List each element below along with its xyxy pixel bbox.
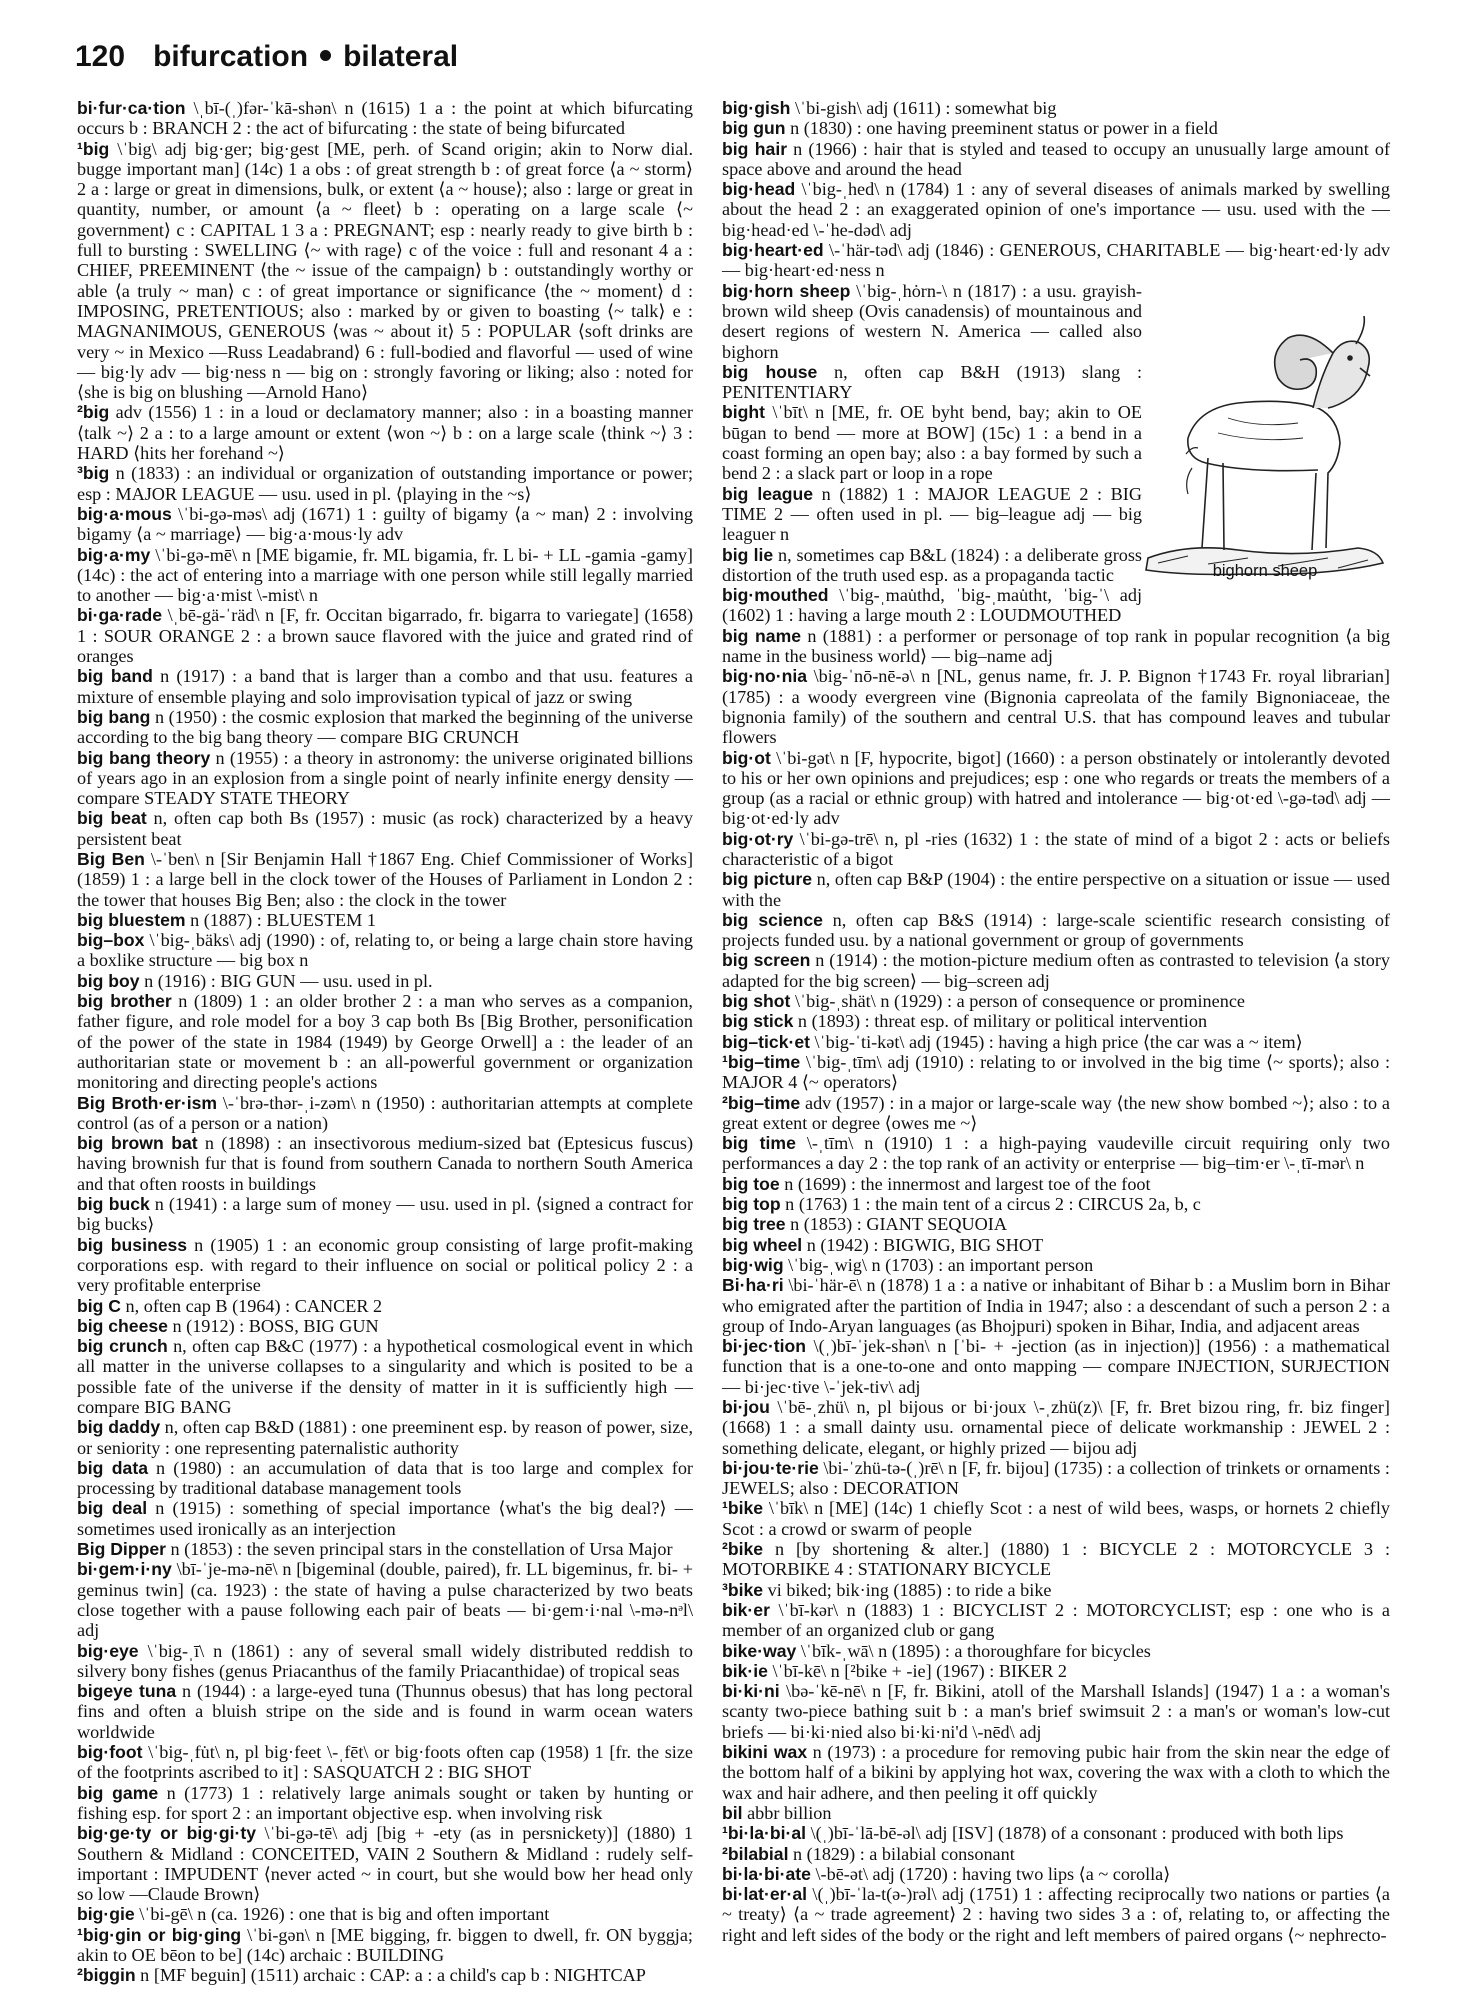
- dictionary-entry: [722, 1681, 1390, 1742]
- dictionary-entry: [722, 1884, 1390, 1945]
- dictionary-entry: [77, 1498, 693, 1539]
- entry-definition: n (1898) : an insectivorous medium-sized bat (Eptesicus fuscus) having brownish fur that is found from southern Canada to northern South America and that often roosts in buildings: [77, 1133, 693, 1194]
- entry-definition: \ˈbī-kər\ n (1883) 1 : BICYCLIST 2 : MOTORCYCLIST; esp : one who is a member of an organized club or gang: [722, 1599, 1390, 1641]
- dictionary-entry: [77, 748, 693, 809]
- entry-headword: bik·er: [722, 1599, 770, 1620]
- entry-headword: big boy: [77, 970, 140, 991]
- entry-headword: ³big: [77, 463, 110, 484]
- figure-caption: bighorn sheep: [1212, 562, 1318, 580]
- entry-definition: n, often cap both Bs (1957) : music (as rock) characterized by a heavy persistent beat: [77, 808, 693, 849]
- entry-headword: big bang: [77, 706, 151, 727]
- dictionary-entry: [722, 1864, 1390, 1884]
- entry-headword: big business: [77, 1234, 188, 1255]
- entry-definition: \bi-ˈzhü-tə-(ˌ)rē\ n [F, fr. bijou] (1735) : a collection of trinkets or ornaments : JEWELS; also : DECORATION: [722, 1457, 1390, 1499]
- entry-headword: big·ot·ry: [722, 828, 794, 849]
- entry-headword: ²bilabial: [722, 1843, 789, 1864]
- dictionary-entry: [722, 1641, 1390, 1661]
- entry-headword: big bluestem: [77, 909, 186, 930]
- entry-headword: big brother: [77, 991, 172, 1012]
- dictionary-entry: [77, 1823, 693, 1904]
- entry-headword: big lie: [722, 544, 774, 565]
- entry-definition: \ˈbīt\ n [ME, fr. OE byht bend, bay; akin to OE būgan to bend — more at BOW] (15c) 1 : a bend in a coast forming an open bay; also : a bay formed by such a bend 2 : a slack part or loop in a rope: [722, 402, 1142, 484]
- dictionary-entry: [722, 829, 1390, 870]
- dictionary-entry: [722, 1580, 1390, 1600]
- entry-definition: n (1809) 1 : an older brother 2 : a man who serves as a companion, father figure, and role model for a boy 3 cap both Bs [Big Brother, personification of the power of the state in 1984 (1949) by George Orwell] a : the leader of an authoritarian state or movement b : an all-powerful government or organization monitoring and directing people's actions: [77, 991, 693, 1093]
- dictionary-entry: [77, 930, 693, 971]
- entry-definition: n (1912) : BOSS, BIG GUN: [167, 1315, 379, 1336]
- entry-definition: n (1773) 1 : relatively large animals sought or taken by hunting or fishing esp. for sport 2 : an important objective esp. when involving risk: [77, 1782, 693, 1823]
- dictionary-entry: [722, 402, 1142, 483]
- entry-definition: \bī-ˈje-mə-nē\ n [bigeminal (double, paired), fr. LL bigeminus, fr. bi- + geminus twin] (ca. 1923) : the state of having a pulse characterized by two beats close together with a pause following each pair of beats — bi·gem·i·nal \-mə-nᵊl\ adj: [77, 1559, 693, 1641]
- dictionary-entry: [722, 1032, 1390, 1052]
- dictionary-entry: [722, 1133, 1390, 1174]
- dictionary-entry: [77, 1093, 693, 1134]
- dictionary-entry: [77, 504, 693, 545]
- entry-headword: big crunch: [77, 1336, 168, 1357]
- dictionary-entry: [722, 748, 1390, 829]
- dictionary-entry: [722, 1275, 1390, 1336]
- entry-headword: big toe: [722, 1173, 780, 1194]
- entry-definition: \ˈbig-ˌī\ n (1861) : any of several small widely distributed reddish to silvery bony fishes (genus Priacanthus of the family Priacanthidae) of tropical seas: [77, 1640, 693, 1681]
- entry-headword: big screen: [722, 950, 811, 971]
- entry-headword: bi·gem·i·ny: [77, 1559, 172, 1580]
- entry-headword: ²bike: [722, 1539, 764, 1560]
- dictionary-entry: [722, 1498, 1390, 1539]
- entry-headword: big picture: [722, 869, 813, 890]
- entry-headword: big data: [77, 1457, 148, 1478]
- dictionary-entry: [722, 1052, 1390, 1093]
- dictionary-entry: [722, 139, 1390, 180]
- entry-definition: \ˌbē-gä-ˈräd\ n [F, fr. Occitan bigarrado, fr. bigarra to variegate] (1658) 1 : SOUR ORANGE 2 : a brown sauce flavored with the juice and grated rind of oranges: [77, 605, 693, 667]
- entry-headword: big cheese: [77, 1315, 168, 1336]
- dictionary-entry: [722, 1194, 1390, 1214]
- entry-definition: n (1763) 1 : the main tent of a circus 2 : CIRCUS 2a, b, c: [780, 1194, 1201, 1215]
- dictionary-entry: [722, 1174, 1390, 1194]
- dictionary-entry: [722, 1803, 1390, 1823]
- entry-definition: n (1916) : BIG GUN — usu. used in pl.: [139, 970, 433, 991]
- dictionary-entry: [722, 1255, 1390, 1275]
- entry-definition: \ˈbi-gə-tē\ adj [big + -ety (as in persnickety)] (1880) 1 Southern & Midland : CONCEITED, VAIN 2 Southern & Midland : rudely self-important : IMPUDENT ⟨never acted ~ in court, but she would bow her head only so low —Claude Brown⟩: [77, 1823, 693, 1905]
- page-number: 120: [75, 40, 126, 73]
- entry-definition: \-ˌtīm\ n (1910) 1 : a high-paying vaudeville circuit requiring only two performances a day 2 : the top rank of an activity or enterprise — big–tim·er \-ˌtī-mər\ n: [722, 1133, 1390, 1174]
- entry-headword: big·ge·ty or big·gi·ty: [77, 1823, 256, 1844]
- entry-definition: \big-ˈnō-nē-ə\ n [NL, genus name, fr. J. P. Bignon †1743 Fr. royal librarian] (1785) : a woody evergreen vine (Bignonia capreolata of the family Bignoniaceae, the bignonia family) of the southern and central U.S. that has compound leaves and tubular flowers: [722, 666, 1390, 748]
- entry-headword: big·eye: [77, 1640, 139, 1661]
- bighorn-sheep-illustration: [1128, 258, 1388, 588]
- dictionary-entry: [77, 463, 693, 504]
- dictionary-entry: [77, 1539, 693, 1559]
- entry-definition: \ˈbi-gə-mē\ n [ME bigamie, fr. ML bigamia, fr. L bi- + LL -gamia -gamy] (14c) : the act of entering into a marriage with one person while still legally married to another — big·a·mist \-mist\ n: [77, 544, 693, 606]
- dictionary-entry: [77, 1336, 693, 1417]
- entry-headword: ¹bike: [722, 1498, 764, 1519]
- entry-headword: big time: [722, 1133, 796, 1154]
- entry-definition: n (1887) : BLUESTEM 1: [185, 909, 376, 930]
- entry-headword: big·foot: [77, 1742, 143, 1763]
- dictionary-entry: [722, 484, 1142, 545]
- entry-headword: ¹big·gin or big·ging: [77, 1924, 242, 1945]
- dictionary-entry: [77, 1235, 693, 1296]
- entry-definition: n (1853) : the seven principal stars in the constellation of Ursa Major: [165, 1539, 673, 1560]
- entry-headword: big brown bat: [77, 1133, 198, 1154]
- entry-headword: big·horn sheep: [722, 280, 851, 301]
- entry-headword: ³bike: [722, 1579, 764, 1600]
- entry-definition: n (1914) : the motion-picture medium often as contrasted to television ⟨a story adapted for the big screen⟩ — big–screen adj: [722, 950, 1390, 991]
- entry-definition: n (1917) : a band that is larger than a combo and that usu. features a mixture of ensemble playing and solo improvisation typical of jazz or swing: [77, 666, 693, 707]
- dictionary-entry: [77, 1559, 693, 1640]
- entry-headword: ¹big: [77, 138, 110, 159]
- entry-definition: n (1942) : BIGWIG, BIG SHOT: [802, 1234, 1044, 1255]
- dictionary-entry: [77, 1296, 693, 1316]
- entry-definition: \ˈbig-ˌbäks\ adj (1990) : of, relating to, or being a large chain store having a boxlike structure — big box n: [77, 930, 693, 971]
- dictionary-entry: [77, 849, 693, 910]
- entry-definition: \ˈbi-gish\ adj (1611) : somewhat big: [790, 98, 1057, 118]
- entry-definition: n, often cap B&P (1904) : the entire perspective on a situation or issue — used with the: [722, 869, 1390, 910]
- entry-headword: big·heart·ed: [722, 240, 824, 261]
- entry-definition: \ˈbig-ˈti-kət\ adj (1945) : having a high price ⟨the car was a ~ item⟩: [810, 1031, 1303, 1052]
- dictionary-entry: [77, 1783, 693, 1824]
- entry-headword: Big Broth·er·ism: [77, 1092, 218, 1113]
- dictionary-entry: [77, 1965, 693, 1985]
- entry-definition: n (1980) : an accumulation of data that is too large and complex for processing by traditional database management tools: [77, 1457, 693, 1499]
- entry-definition: n (1955) : a theory in astronomy: the universe originated billions of years ago in an explosion from a single point of nearly infinite energy density — compare STEADY STATE THEORY: [77, 747, 693, 809]
- dictionary-entry: [722, 1093, 1390, 1134]
- entry-definition: n [by shortening & alter.] (1880) 1 : BICYCLE 2 : MOTORCYCLE 3 : MOTORBIKE 4 : STATIONARY BICYCLE: [722, 1539, 1390, 1580]
- entry-definition: \ˈbī-kē\ n [²bike + -ie] (1967) : BIKER 2: [767, 1660, 1068, 1681]
- entry-definition: n, sometimes cap B&L (1824) : a deliberate gross distortion of the truth used esp. as a propaganda tactic: [722, 544, 1142, 585]
- dictionary-entry: [722, 950, 1390, 991]
- entry-headword: big bang theory: [77, 747, 211, 768]
- dictionary-entry: [722, 1661, 1390, 1681]
- dictionary-entry: [77, 1925, 693, 1966]
- entry-definition: \-bē-ət\ adj (1720) : having two lips ⟨a ~ corolla⟩: [810, 1863, 1171, 1884]
- dictionary-entry: [722, 179, 1390, 240]
- entry-definition: \-ˈben\ n [Sir Benjamin Hall †1867 Eng. Chief Commissioner of Works] (1859) 1 : a large bell in the clock tower of the Houses of Parliament in London 2 : the tower that houses Big Ben; also : the clock in the tower: [77, 848, 693, 910]
- dictionary-entry: [722, 1823, 1390, 1843]
- entry-definition: n (1950) : the cosmic explosion that marked the beginning of the universe according to the big bang theory — compare BIG CRUNCH: [77, 706, 693, 748]
- entry-headword: big daddy: [77, 1417, 161, 1438]
- entry-definition: \ˈbig\ adj big·ger; big·gest [ME, perh. of Scand origin; akin to Norw dial. bugge important man] (14c) 1 a obs : of great strength b : of great force ⟨a ~ storm⟩ 2 a : large or great in dimensions, bulk, or extent ⟨a ~ house⟩; also : large or great in quantity, number, or amount ⟨a ~ fleet⟩ b : operating on a large scale ⟨~ government⟩ c : CAPITAL 1 3 a : PREGNANT; esp : nearly ready to give birth b : full to bursting : SWELLING ⟨~ with rage⟩ c of the voice : full and resonant 4 a : CHIEF, PREEMINENT ⟨the ~ issue of the campaign⟩ b : outstandingly worthy or able ⟨a truly ~ man⟩ c : of great importance or significance ⟨the ~ moment⟩ d : IMPOSING, PRETENTIOUS; also : marked by or given to boasting ⟨~ talk⟩ e : MAGNANIMOUS, GENEROUS ⟨was ~ about it⟩ 5 : POPULAR ⟨soft drinks are very ~ in Mexico —Russ Leadabrand⟩ 6 : full-bodied and flavorful — used of wine — big·ly adv — big·ness n — big on : strongly favoring or liking; also : noted for ⟨she is big on blushing —Arnold Hano⟩: [77, 138, 693, 403]
- entry-definition: \ˈbi-gē\ n (ca. 1926) : one that is big and often important: [134, 1904, 550, 1925]
- dictionary-entry: [722, 1600, 1390, 1641]
- entry-headword: big name: [722, 625, 802, 646]
- entry-headword: big deal: [77, 1498, 148, 1519]
- dictionary-entry: [77, 1133, 693, 1194]
- entry-definition: n (1833) : an individual or organization of outstanding importance or power; esp : MAJOR LEAGUE — usu. used in pl. ⟨playing in the ~s⟩: [77, 463, 693, 504]
- entry-headword: big C: [77, 1295, 121, 1316]
- dictionary-entry: [77, 1194, 693, 1235]
- entry-headword: ¹big–time: [722, 1051, 801, 1072]
- entry-definition: n (1941) : a large sum of money — usu. used in pl. ⟨signed a contract for big bucks⟩: [77, 1194, 693, 1235]
- entry-definition: \ˈbig-ˌhed\ n (1784) 1 : any of several diseases of animals marked by swelling about the head 2 : an exaggerated opinion of one's importance — usu. used with the — big·head·ed \-ˈhe-dəd\ adj: [722, 179, 1390, 240]
- entry-definition: \(ˌ)bī-ˈjek-shən\ n [ˈbi- + -jection (as in injection)] (1956) : a mathematical function that is a one-to-one and onto mapping — compare INJECTION, SURJECTION — bi·jec·tive \-ˈjek-tiv\ adj: [722, 1336, 1390, 1397]
- entry-definition: n (1699) : the innermost and largest toe of the foot: [779, 1173, 1151, 1194]
- entry-definition: \ˈbē-ˌzhü\ n, pl bijous or bi·joux \-ˌzhü(z)\ [F, fr. Bret bizou ring, fr. biz finger] (1668) 1 : a small dainty usu. ornamental piece of delicate workmanship : JEWEL 2 : something delicate, elegant, or highly prized — bijou adj: [722, 1397, 1390, 1458]
- entry-headword: bi·jou: [722, 1397, 770, 1417]
- entry-definition: \bi-ˈhär-ē\ n (1878) 1 a : a native or inhabitant of Bihar b : a Muslim born in Bihar who emigrated after the partition of India in 1947; also : a descendant of such a person 2 : a group of Indo-Aryan languages (as Bhojpuri) spoken in Bihar, India, and adjacent areas: [722, 1275, 1390, 1336]
- dictionary-entry: [77, 1904, 693, 1924]
- dictionary-entry: [77, 666, 693, 707]
- dictionary-entry: [77, 1458, 693, 1499]
- entry-headword: big·mouthed: [722, 585, 829, 606]
- entry-definition: \-ˈbrə-thər-ˌi-zəm\ n (1950) : authoritarian attempts at complete control (as of a person or a nation): [77, 1092, 693, 1133]
- entry-headword: bi·jec·tion: [722, 1336, 807, 1357]
- entry-headword: bight: [722, 402, 765, 423]
- entry-headword: big stick: [722, 1011, 794, 1032]
- entry-headword: bi·la·bi·ate: [722, 1863, 811, 1884]
- dictionary-entry: [77, 1742, 693, 1783]
- entry-definition: n, often cap B&C (1977) : a hypothetical cosmological event in which all matter in the universe collapses to a singularity and which is posited to be a possible fate of the universe if the density of matter in it is sufficiently high — compare BIG BANG: [77, 1336, 693, 1417]
- entry-headword: bike·way: [722, 1640, 797, 1661]
- entry-headword: bigeye tuna: [77, 1681, 177, 1702]
- entry-definition: \ˈbig-ˌtīm\ adj (1910) : relating to or involved in the big time ⟨~ sports⟩; also : MAJOR 4 ⟨~ operators⟩: [722, 1051, 1390, 1093]
- guide-word-left: bifurcation: [153, 40, 309, 73]
- entry-headword: big hair: [722, 138, 788, 159]
- dictionary-entry: [722, 666, 1390, 747]
- dictionary-entry: [722, 1397, 1390, 1458]
- dictionary-entry: [722, 1539, 1390, 1580]
- dictionary-entry: [722, 98, 1390, 118]
- dictionary-entry: [77, 1641, 693, 1682]
- dictionary-entry: [77, 1417, 693, 1458]
- dictionary-entry: [77, 808, 693, 849]
- entry-headword: big·head: [722, 179, 796, 200]
- entry-headword: ²biggin: [77, 1965, 136, 1986]
- entry-definition: \(ˌ)bī-ˈlā-bē-əl\ adj [ISV] (1878) of a consonant : produced with both lips: [806, 1823, 1344, 1844]
- dictionary-entry: [77, 910, 693, 930]
- entry-definition: n (1973) : a procedure for removing pubic hair from the skin near the edge of the bottom half of a bikini by applying hot wax, covering the wax with a cloth to which the wax and hair adhere, and then peeling it off quickly: [722, 1742, 1390, 1803]
- entry-definition: n (1830) : one having preeminent status or power in a field: [785, 118, 1218, 139]
- dictionary-entry: [77, 971, 693, 991]
- entry-definition: n (1829) : a bilabial consonant: [788, 1843, 1015, 1864]
- dictionary-entry: [77, 707, 693, 748]
- entry-headword: big band: [77, 666, 153, 687]
- entry-definition: n, often cap B&H (1913) slang : PENITENTIARY: [722, 361, 1143, 403]
- dictionary-entry: [722, 1336, 1390, 1397]
- entry-definition: \ˈbi-gə-trē\ n, pl -ries (1632) 1 : the state of mind of a bigot 2 : acts or beliefs characteristic of a bigot: [722, 828, 1390, 869]
- entry-definition: n (1853) : GIANT SEQUOIA: [785, 1214, 1007, 1235]
- entry-definition: vi biked; bik·ing (1885) : to ride a bike: [763, 1579, 1052, 1600]
- entry-definition: n (1944) : a large-eyed tuna (Thunnus obesus) that has long pectoral fins and often a bluish stripe on the side and is found in warm ocean waters worldwide: [77, 1681, 693, 1742]
- dictionary-entry: [722, 1214, 1390, 1234]
- dictionary-entry: [722, 1235, 1390, 1255]
- dictionary-entry: [722, 1844, 1390, 1864]
- left-column: [77, 98, 693, 1986]
- entry-definition: \ˈbig-ˌfu̇t\ n, pl big·feet \-ˌfēt\ or big·foots often cap (1958) 1 [fr. the size of the footprints ascribed to it] : SASQUATCH 2 : BIG SHOT: [77, 1742, 693, 1783]
- entry-definition: \ˈbi-gən\ n [ME bigging, fr. biggen to dwell, fr. ON byggja; akin to OE bēon to be] (14c) archaic : BUILDING: [77, 1924, 693, 1966]
- guide-word-right: bilateral: [343, 40, 459, 73]
- entry-headword: big house: [722, 361, 818, 382]
- dictionary-entry: [722, 1458, 1390, 1499]
- entry-headword: big·a·my: [77, 544, 151, 565]
- entry-definition: n, often cap B&D (1881) : one preeminent esp. by reason of power, size, or seniority : one representing paternalistic authority: [77, 1417, 693, 1458]
- entry-definition: \ˈbig-ˌhȯrn-\ n (1817) : a usu. grayish-brown wild sheep (Ovis canadensis) of mountainous and desert regions of western N. America — called also bighorn: [722, 280, 1142, 362]
- entry-definition: abbr billion: [742, 1802, 832, 1823]
- entry-headword: bi·ga·rade: [77, 605, 163, 626]
- dictionary-entry: [77, 139, 693, 403]
- entry-definition: n (1893) : threat esp. of military or political intervention: [793, 1011, 1208, 1032]
- dictionary-entry: [77, 605, 693, 666]
- entry-headword: big game: [77, 1782, 159, 1803]
- bullet-separator: [320, 50, 331, 61]
- entry-headword: bi·jou·te·rie: [722, 1457, 819, 1478]
- dictionary-entry: [722, 545, 1142, 586]
- entry-definition: \ˈbig-ˌwig\ n (1703) : an important person: [783, 1254, 1094, 1275]
- dictionary-entry: [722, 869, 1390, 910]
- entry-definition: \ˈbig-ˌmau̇thd, ˈbig-ˌmau̇tht, ˈbig-ˈ\ adj (1602) 1 : having a large mouth 2 : LOUDMOUTHED: [722, 585, 1142, 626]
- entry-definition: n (1882) 1 : MAJOR LEAGUE 2 : BIG TIME 2 — often used in pl. — big–league adj — big leaguer n: [722, 483, 1142, 545]
- entry-definition: \ˈbig-ˌshät\ n (1929) : a person of consequence or prominence: [790, 991, 1245, 1012]
- entry-headword: big–box: [77, 930, 145, 951]
- entry-definition: n [MF beguin] (1511) archaic : CAP: a : a child's cap b : NIGHTCAP: [135, 1965, 646, 1986]
- entry-headword: Bi·ha·ri: [722, 1275, 784, 1296]
- entry-definition: n (1905) 1 : an economic group consisting of large profit-making corporations esp. with regard to their influence on social or political policy 2 : a very profitable enterprise: [77, 1234, 693, 1296]
- dictionary-entry: [722, 118, 1390, 138]
- entry-headword: big top: [722, 1194, 781, 1215]
- entry-definition: n, often cap B (1964) : CANCER 2: [120, 1295, 383, 1316]
- entry-headword: big·gish: [722, 98, 791, 118]
- dictionary-entry: [77, 1681, 693, 1742]
- dictionary-entry: [77, 991, 693, 1092]
- entry-headword: bik·ie: [722, 1660, 768, 1681]
- entry-definition: \(ˌ)bī-ˈla-t(ə-)rəl\ adj (1751) 1 : affecting reciprocally two nations or parties ⟨a ~ treaty⟩ ⟨a ~ trade agreement⟩ 2 : having two sides 3 a : of, relating to, or affecting the right and left sides of the body or the right and left members of paired organs ⟨~ nephrecto-: [722, 1884, 1390, 1945]
- dictionary-entry: [77, 1316, 693, 1336]
- page-header: [75, 40, 458, 80]
- entry-definition: \bə-ˈkē-nē\ n [F, fr. Bikini, atoll of the Marshall Islands] (1947) 1 a : a woman's scanty two-piece bathing suit b : a man's brief swimsuit 2 : a man's or woman's low-cut briefs — bi·ki·nied also bi·ki·ni'd \-nēd\ adj: [722, 1681, 1390, 1742]
- entry-headword: big wheel: [722, 1234, 803, 1255]
- entry-definition: n (1966) : hair that is styled and teased to occupy an unusually large amount of space above and around the head: [722, 138, 1390, 179]
- entry-headword: big tree: [722, 1214, 786, 1235]
- dictionary-entry: [722, 362, 1142, 403]
- entry-definition: n (1881) : a performer or personage of top rank in popular recognition ⟨a big name in the business world⟩ — big–name adj: [722, 625, 1390, 667]
- entry-headword: ²big: [77, 402, 110, 423]
- entry-definition: \ˈbi-gət\ n [F, hypocrite, bigot] (1660) : a person obstinately or intolerantly devoted to his or her own opinions and prejudices; esp : one who regards or treats the members of a group (as a racial or ethnic group) with hatred and intolerance — big·ot·ed \-gə-təd\ adj — big·ot·ed·ly adv: [722, 747, 1390, 829]
- entry-headword: big science: [722, 909, 823, 930]
- entry-headword: big·ot: [722, 747, 771, 768]
- entry-headword: ²big–time: [722, 1092, 801, 1113]
- dictionary-entry: [722, 585, 1142, 626]
- entry-headword: bil: [722, 1802, 743, 1823]
- dictionary-entry: [722, 281, 1142, 362]
- entry-headword: big·gie: [77, 1904, 135, 1925]
- entry-headword: big·no·nia: [722, 666, 808, 687]
- dictionary-entry: [722, 910, 1390, 951]
- dictionary-entry: [77, 545, 693, 606]
- entry-headword: big·wig: [722, 1254, 784, 1275]
- entry-definition: n (1915) : something of special importance ⟨what's the big deal?⟩ — sometimes used ironically as an interjection: [77, 1498, 693, 1539]
- entry-definition: adv (1556) 1 : in a loud or declamatory manner; also : in a boasting manner ⟨talk ~⟩ 2 a : to a large amount or extent ⟨won ~⟩ b : on a large scale ⟨think ~⟩ 3 : HARD ⟨hits her forehand ~⟩: [77, 402, 693, 464]
- entry-headword: bi·lat·er·al: [722, 1884, 808, 1905]
- dictionary-entry: [77, 402, 693, 463]
- dictionary-entry: [77, 98, 693, 139]
- entry-headword: big gun: [722, 118, 786, 139]
- entry-headword: bikini wax: [722, 1742, 808, 1763]
- entry-definition: \ˌbī-(ˌ)fər-ˈkā-shən\ n (1615) 1 a : the point at which bifurcating occurs b : BRANCH 2 : the act of bifurcating : the state of being bifurcated: [77, 98, 693, 139]
- dictionary-entry: [722, 1011, 1390, 1031]
- entry-headword: Big Dipper: [77, 1539, 166, 1560]
- dictionary-entry: [722, 626, 1390, 667]
- entry-headword: ¹bi·la·bi·al: [722, 1823, 807, 1844]
- entry-definition: n, often cap B&S (1914) : large-scale scientific research consisting of projects funded usu. by a national government or group of governments: [722, 909, 1390, 951]
- entry-headword: Big Ben: [77, 848, 145, 869]
- entry-headword: bi·fur·ca·tion: [77, 98, 186, 118]
- entry-headword: big·a·mous: [77, 503, 172, 524]
- entry-definition: \ˈbi-gə-məs\ adj (1671) 1 : guilty of bigamy ⟨a ~ man⟩ 2 : involving bigamy ⟨a ~ marriage⟩ — big·a·mous·ly adv: [77, 503, 693, 545]
- entry-definition: \ˈbīk-ˌwā\ n (1895) : a thoroughfare for bicycles: [796, 1640, 1151, 1661]
- entry-definition: adv (1957) : in a major or large-scale way ⟨the new show bombed ~⟩; also : to a great extent or degree ⟨owes me ~⟩: [722, 1092, 1390, 1133]
- entry-headword: big league: [722, 483, 814, 504]
- dictionary-entry: [722, 1742, 1390, 1803]
- entry-headword: big buck: [77, 1194, 150, 1215]
- dictionary-entry: [722, 991, 1390, 1011]
- entry-headword: big beat: [77, 808, 147, 829]
- entry-headword: bi·ki·ni: [722, 1681, 780, 1702]
- entry-definition: \ˈbīk\ n [ME] (14c) 1 chiefly Scot : a nest of wild bees, wasps, or hornets 2 chiefly Scot : a crowd or swarm of people: [722, 1498, 1390, 1539]
- entry-headword: big shot: [722, 991, 791, 1012]
- entry-definition: \-ˈhär-təd\ adj (1846) : GENEROUS, CHARITABLE — big·heart·ed·ly adv — big·heart·ed·ness n: [722, 240, 1390, 281]
- entry-headword: big–tick·et: [722, 1031, 810, 1052]
